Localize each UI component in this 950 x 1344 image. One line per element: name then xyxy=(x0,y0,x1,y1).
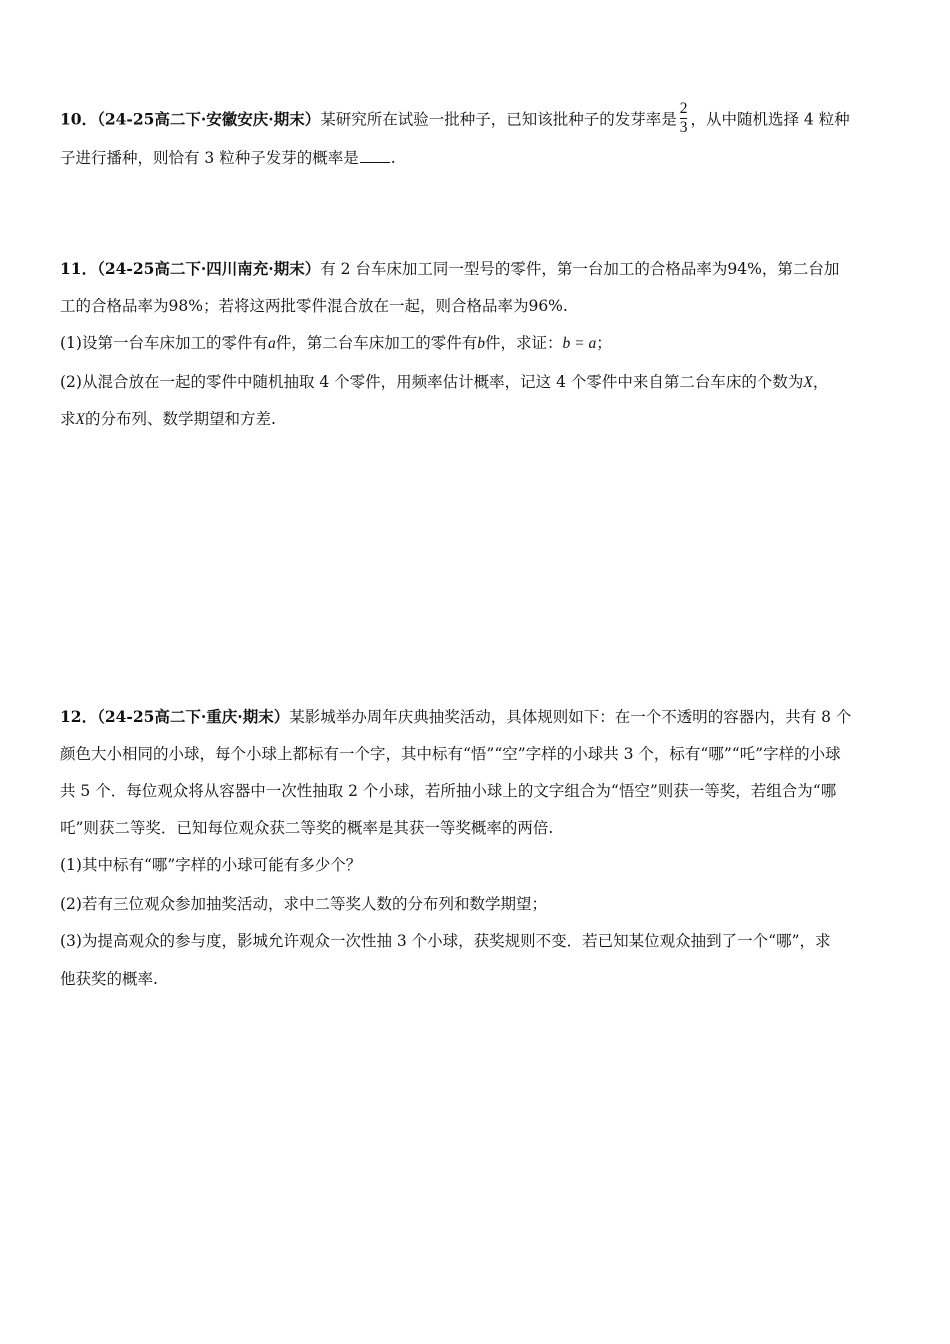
q10-fraction-numerator: 2 xyxy=(679,100,688,117)
q10-line2 xyxy=(60,147,396,169)
variable-x: X xyxy=(75,411,85,428)
q12-source: （24-25高二下·重庆·期末） xyxy=(97,707,290,726)
q10-text-cont: ，从中随机选择 4 粒种 xyxy=(690,110,850,129)
variable-b: b xyxy=(477,335,485,352)
q10-text: 某研究所在试验一批种子，已知该批种子的发芽率是 xyxy=(320,110,677,129)
q11-part2-line2-text: 求 xyxy=(60,410,76,428)
q10-period: . xyxy=(390,149,396,167)
q12-line2: 颜色大小相同的小球，每个小球上都标有一个字，其中标有“悟”“空”字样的小球共 3 个，标有“哪”“吒”字样的小球 xyxy=(60,745,841,763)
q10-number: 10． xyxy=(60,109,98,129)
equation-b-equals-a: b = a xyxy=(562,335,597,352)
q10-source: （24-25高二下·安徽安庆·期末） xyxy=(97,109,321,129)
q11-part1 xyxy=(60,332,612,355)
q11-line2: 工的合格品率为98%；若将这两批零件混合放在一起，则合格品率为96%. xyxy=(60,297,568,315)
q12-part3-line2: 他获奖的概率. xyxy=(60,970,158,988)
q11-part1-text: (1)设第一台车床加工的零件有 xyxy=(60,334,268,352)
q11-line1 xyxy=(60,258,839,280)
q11-part2 xyxy=(60,371,828,394)
q12-part2: (2)若有三位观众参加抽奖活动，求中二等奖人数的分布列和数学期望； xyxy=(60,895,547,913)
q11-part1-text2: 件，第二台车床加工的零件有 xyxy=(275,334,478,352)
q10-fraction-denominator: 3 xyxy=(679,119,688,136)
q11-part2-line2 xyxy=(60,408,276,431)
answer-blank[interactable] xyxy=(360,148,390,163)
q10-fraction xyxy=(680,100,688,137)
q12-part1: (1)其中标有“哪”字样的小球可能有多少个？ xyxy=(60,856,362,874)
q11-text: 有 2 台车床加工同一型号的零件，第一台加工的合格品率为94%，第二台加 xyxy=(320,260,840,278)
q12-line4: 吒”则获二等奖．已知每位观众获二等奖的概率是其获一等奖概率的两倍. xyxy=(60,819,554,837)
q11-part2-line2-text2: 的分布列、数学期望和方差. xyxy=(84,410,276,428)
q10-text-line2: 子进行播种，则恰有 3 粒种子发芽的概率是 xyxy=(60,149,359,167)
q12-line1 xyxy=(60,706,851,728)
q11-source: （24-25高二下·四川南充·期末） xyxy=(97,259,321,278)
variable-x: X xyxy=(803,374,813,391)
q11-part1-text3: 件，求证： xyxy=(484,334,563,352)
q11-part2-end: ， xyxy=(812,373,829,391)
q12-number: 12． xyxy=(60,707,98,726)
variable-a: a xyxy=(267,335,276,352)
q11-number: 11． xyxy=(60,259,98,278)
q12-part3: (3)为提高观众的参与度，影城允许观众一次性抽 3 个小球，获奖规则不变．若已知某位观众抽到了一个“哪”，求 xyxy=(60,932,831,950)
q12-text: 某影城举办周年庆典抽奖活动，具体规则如下：在一个不透明的容器内，共有 8 个 xyxy=(289,708,852,726)
q11-part1-end: ； xyxy=(596,334,612,352)
q11-part2-text: (2)从混合放在一起的零件中随机抽取 4 个零件，用频率估计概率，记这 4 个零件中来自第二台车床的个数为 xyxy=(60,373,804,391)
q10-line1 xyxy=(60,102,850,139)
q12-line3: 共 5 个．每位观众将从容器中一次性抽取 2 个小球，若所抽小球上的文字组合为“悟空”则获一等奖，若组合为“哪 xyxy=(60,782,837,800)
